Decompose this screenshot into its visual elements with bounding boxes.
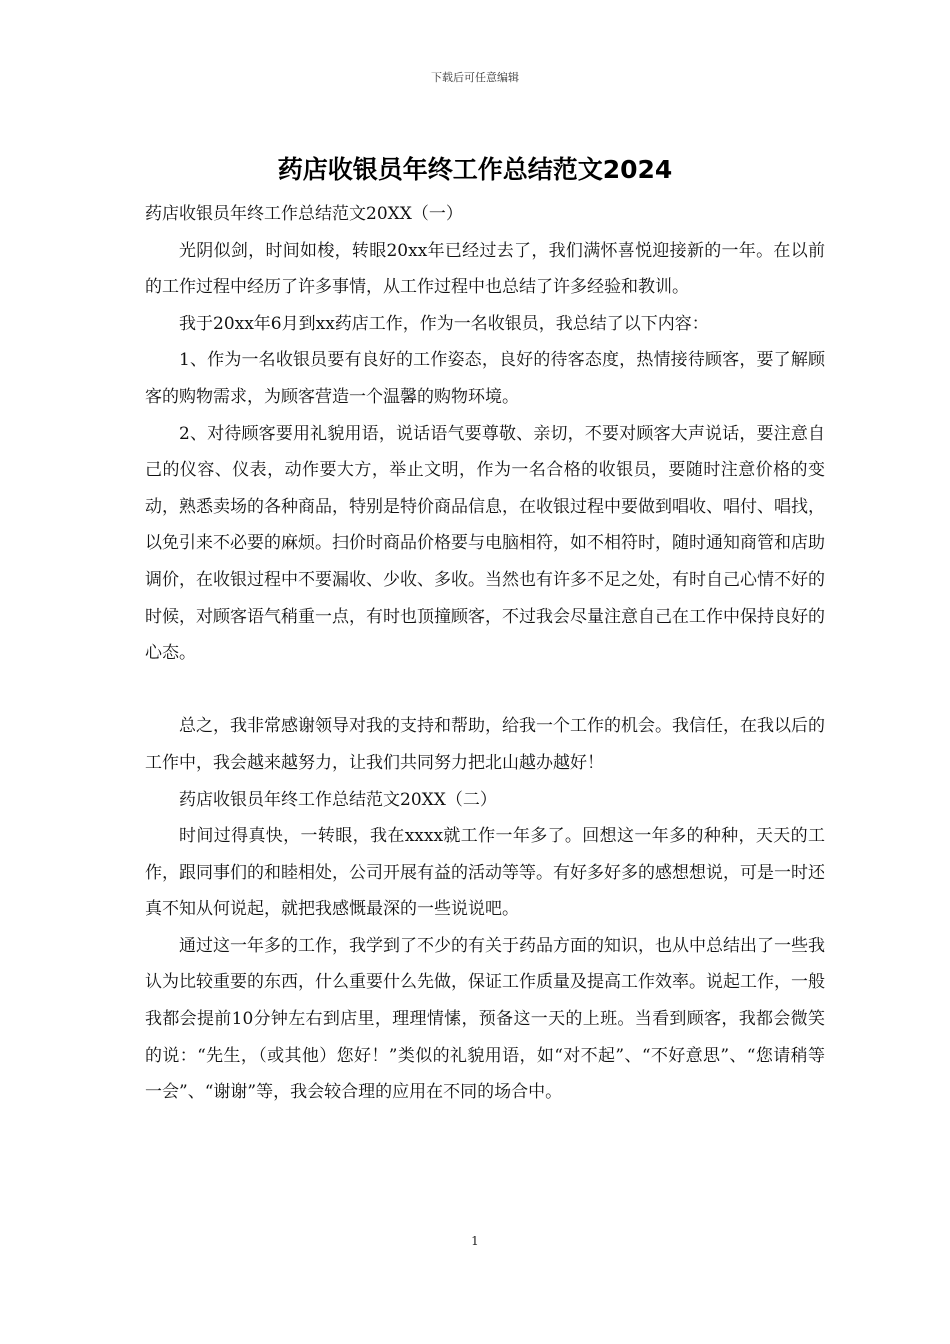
section-heading: 药店收银员年终工作总结范文20XX（一） [145,204,463,224]
paragraph: 2、对待顾客要用礼貌用语，说话语气要尊敬、亲切，不要对顾客大声说话，要注意自己的仪容、仪表，动作要大方，举止文明，作为一名合格的收银员，要随时注意价格的变动，熟悉卖场的各种商品，特别是特价商品信息，在收银过程中要做到唱收、唱付、唱找，以免引来不必要的麻烦。扫价时商品价格要与电脑相符，如不相符时，随时通知商管和店助调价，在收银过程中不要漏收、少收、多收。当然也有许多不足之处，有时自己心情不好的时候，对顾客语气稍重一点，有时也顶撞顾客，不过我会尽量注意自己在工作中保持良好的心态。 [145,423,825,664]
paragraph: 通过这一年多的工作，我学到了不少的有关于药品方面的知识，也从中总结出了一些我认为比较重要的东西，什么重要什么先做，保证工作质量及提高工作效率。说起工作，一般我都会提前10分钟左右到店里，理理情愫，预备这一天的上班。当看到顾客，我都会微笑的说：“先生，（或其他）您好！”类似的礼貌用语，如“对不起”、“不好意思”、“您请稍等一会”、“谢谢”等，我会较合理的应用在不同的场合中。 [145,935,825,1103]
section-heading: 药店收银员年终工作总结范文20XX（二） [179,789,497,810]
document-title: 药店收银员年终工作总结范文2024 [277,155,673,184]
paragraph: 1、作为一名收银员要有良好的工作姿态，良好的待客态度，热情接待顾客，要了解顾客的购物需求，为顾客营造一个温馨的购物环境。 [145,350,825,407]
paragraph: 我于20xx年6月到xx药店工作，作为一名收银员，我总结了以下内容： [179,313,709,334]
page-header-note: 下载后可任意编辑 [431,71,519,84]
document-body [145,196,825,1111]
paragraph: 时间过得真快，一转眼，我在xxxx就工作一年多了。回想这一年多的种种，天天的工作，跟同事们的和睦相处，公司开展有益的活动等等。有好多好多的感想想说，可是一时还真不知从何说起，就把我感慨最深的一些说说吧。 [145,826,825,920]
blank-line [145,672,825,709]
paragraph: 光阴似剑，时间如梭，转眼20xx年已经过去了，我们满怀喜悦迎接新的一年。在以前的工作过程中经历了许多事情，从工作过程中也总结了许多经验和教训。 [145,240,825,298]
page-number: 1 [471,1234,479,1248]
paragraph: 总之，我非常感谢领导对我的支持和帮助，给我一个工作的机会。我信任，在我以后的工作中，我会越来越努力，让我们共同努力把北山越办越好！ [145,716,825,773]
